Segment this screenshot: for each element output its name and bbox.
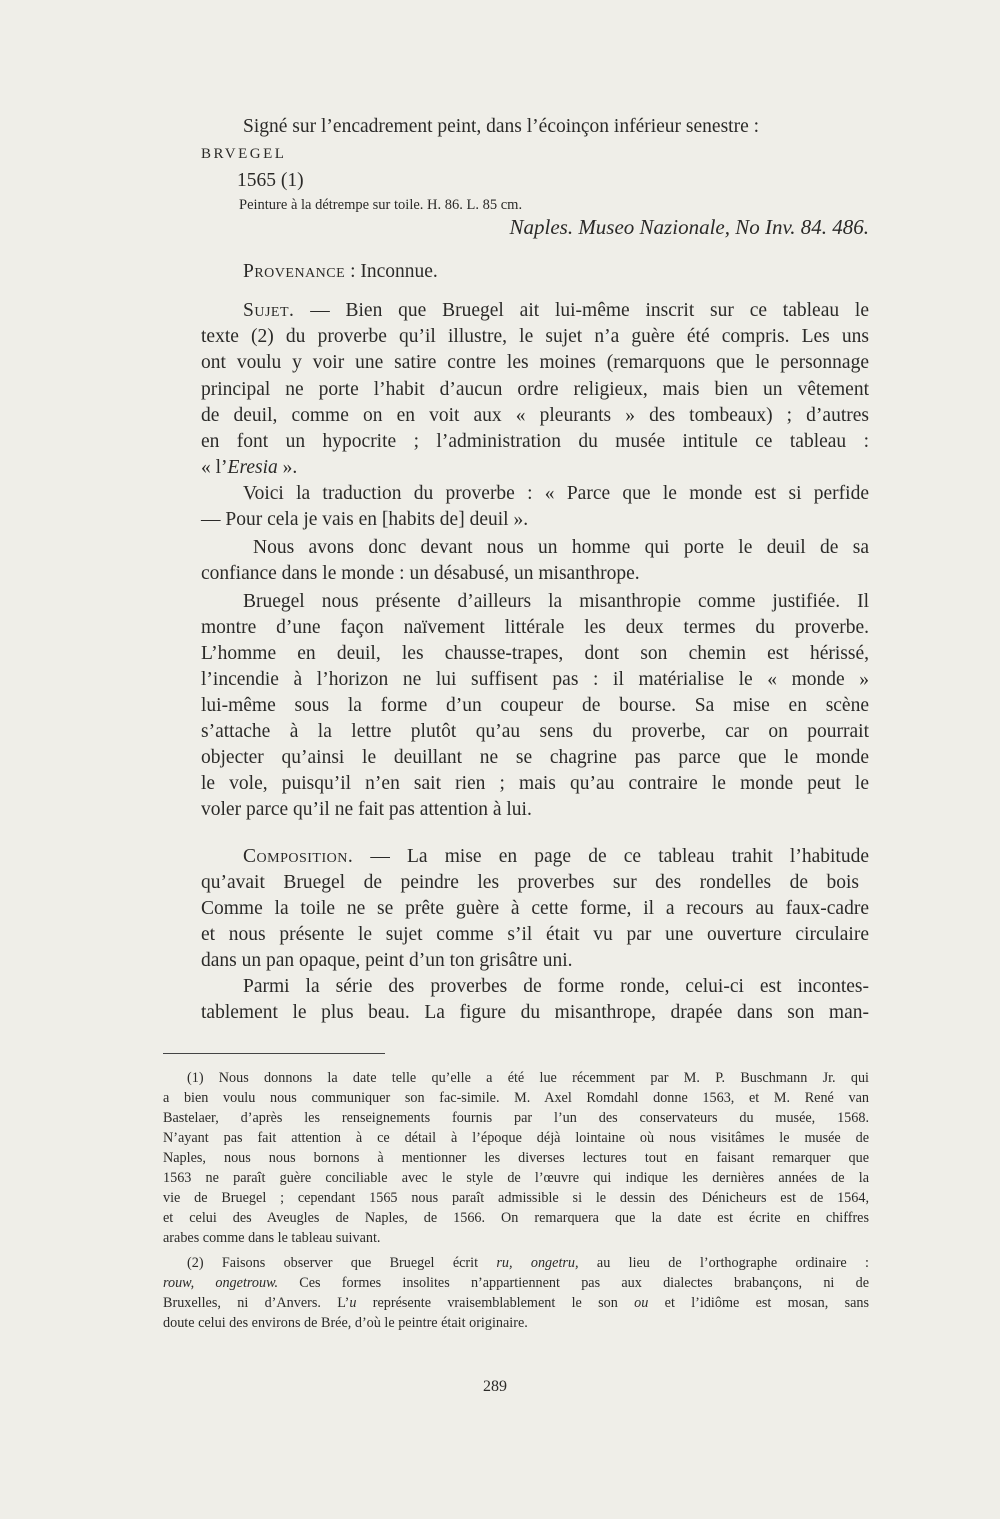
page-number: 289 [483, 1378, 507, 1395]
footnote-2-line-4: doute celui des environs de Brée, d’où le peintre était originaire. [163, 1315, 528, 1331]
footnote-2-line-1: (2) Faisons observer que Bruegel écrit ru, ongetru, au lieu de l’orthographe ordinaire : [187, 1255, 870, 1271]
bruegel-line-3: L’homme en deuil, les chausse-trapes, dont son chemin est hérissé, [201, 643, 869, 664]
bruegel-line-7: objecter qu’ainsi le deuillant ne se chagrine pas parce que le monde [201, 747, 869, 768]
sujet-line-7: « l’Eresia ». [201, 457, 298, 478]
bruegel-line-8: le vole, puisqu’il n’en sait rien ; mais qu’au contraire le monde peut le [201, 773, 869, 794]
footnote-1-line-5: Naples, nous nous bornons à mentionner les diverses lectures tout en faisant remarquer que [163, 1150, 869, 1166]
technique: Peinture à la détrempe sur toile. H. 86. L. 85 cm. [239, 197, 523, 213]
bruegel-line-1: Bruegel nous présente d’ailleurs la misanthropie comme justifiée. Il [243, 591, 869, 612]
signed-line: Signé sur l’encadrement peint, dans l’écoinçon inférieur senestre : [243, 116, 760, 137]
voici-line-2: — Pour cela je vais en [habits de] deuil ». [201, 509, 529, 530]
composition-line-1: Composition. — La mise en page de ce tableau trahit l’habitude [243, 846, 869, 867]
sujet-line-5: de deuil, comme on en voit aux « pleurants » des tombeaux) ; d’autres [201, 405, 869, 426]
nous-line-1: Nous avons donc devant nous un homme qui porte le deuil de sa [253, 537, 869, 558]
composition-label: Composition. [243, 846, 354, 867]
provenance [243, 261, 438, 283]
footnote-1-line-8: et celui des Aveugles de Naples, de 1566. On remarquera que la date est écrite en chiffres [163, 1210, 869, 1226]
date: 1565 (1) [237, 170, 304, 191]
footnote-1-line-4: N’ayant pas fait attention à ce détail à l’époque déjà lointaine où nous visitâmes le musée de [163, 1130, 869, 1146]
provenance-label: Provenance [243, 261, 346, 282]
provenance-text: : Inconnue. [345, 261, 438, 282]
sujet-line-6: en font un hypocrite ; l’administration du musée intitule ce tableau : [201, 431, 869, 452]
footnote-1-line-1: (1) Nous donnons la date telle qu’elle a été lue récemment par M. P. Buschmann Jr. qui [187, 1070, 869, 1086]
bruegel-line-4: l’incendie à l’horizon ne lui suffisent pas : il matérialise le « monde » [201, 669, 869, 690]
bruegel-line-9: voler parce qu’il ne fait pas attention à lui. [201, 799, 532, 820]
composition-line-3: Comme la toile ne se prête guère à cette forme, il a recours au faux-cadre [201, 898, 869, 919]
footnote-1-line-7: vie de Bruegel ; cependant 1565 nous paraît admissible si le dessin des Dénicheurs est de 1564, [163, 1190, 869, 1206]
bruegel-line-2: montre d’une façon naïvement littérale les deux termes du proverbe. [201, 617, 869, 638]
footnote-2-line-3: Bruxelles, ni d’Anvers. L’u représente vraisemblablement le son ou et l’idiôme est mosan, sans [163, 1295, 870, 1311]
eresia-title: Eresia [227, 457, 278, 478]
sujet-line-4: principal ne porte l’habit d’aucun ordre religieux, mais bien un vêtement [201, 379, 869, 400]
footnote-1-line-2: a bien voulu nous communiquer son fac-simile. M. Axel Romdahl donne 1563, et M. René van [163, 1090, 869, 1106]
sujet-line-1: Sujet. — Bien que Bruegel ait lui-même inscrit sur ce tableau le [243, 300, 869, 321]
sujet-line-2: texte (2) du proverbe qu’il illustre, le sujet n’a guère été compris. Les uns [201, 326, 869, 347]
signature: BRVEGEL [201, 146, 287, 162]
sujet-label: Sujet. [243, 300, 295, 321]
composition-line-2: qu’avait Bruegel de peindre les proverbes sur des rondelles de bois [201, 872, 859, 893]
composition-line-4: et nous présente le sujet comme s’il était vu par une ouverture circulaire [201, 924, 869, 945]
voici-line-1: Voici la traduction du proverbe : « Parce que le monde est si perfide [243, 483, 869, 504]
nous-line-2: confiance dans le monde : un désabusé, un misanthrope. [201, 563, 640, 584]
parmi-line-1: Parmi la série des proverbes de forme ronde, celui-ci est incontes- [243, 976, 869, 997]
sujet-line-3: ont voulu y voir une satire contre les moines (remarquons que le personnage [201, 352, 869, 373]
bruegel-line-5: lui-même sous la forme d’un coupeur de bourse. Sa mise en scène [201, 695, 869, 716]
footnote-2-line-2: rouw, ongetrouw. Ces formes insolites n’appartiennent pas aux dialectes brabançons, ni de [163, 1275, 869, 1291]
bruegel-line-6: s’attache à la lettre plutôt qu’au sens du proverbe, car on pourrait [201, 721, 869, 742]
location: Naples. Museo Nazionale, No Inv. 84. 486. [509, 215, 869, 239]
footnote-divider [163, 1053, 385, 1054]
footnote-1-line-6: 1563 ne paraît guère conciliable avec le style de l’œuvre qui indique les dernières années de la [163, 1170, 869, 1186]
footnote-1-line-3: Bastelaer, d’après les renseignements fournis par l’un des conservateurs du musée, 1568. [163, 1110, 869, 1126]
composition-line-5: dans un pan opaque, peint d’un ton grisâtre uni. [201, 950, 573, 971]
parmi-line-2: tablement le plus beau. La figure du misanthrope, drapée dans son man- [201, 1002, 869, 1023]
footnote-1-line-9: arabes comme dans le tableau suivant. [163, 1230, 381, 1246]
